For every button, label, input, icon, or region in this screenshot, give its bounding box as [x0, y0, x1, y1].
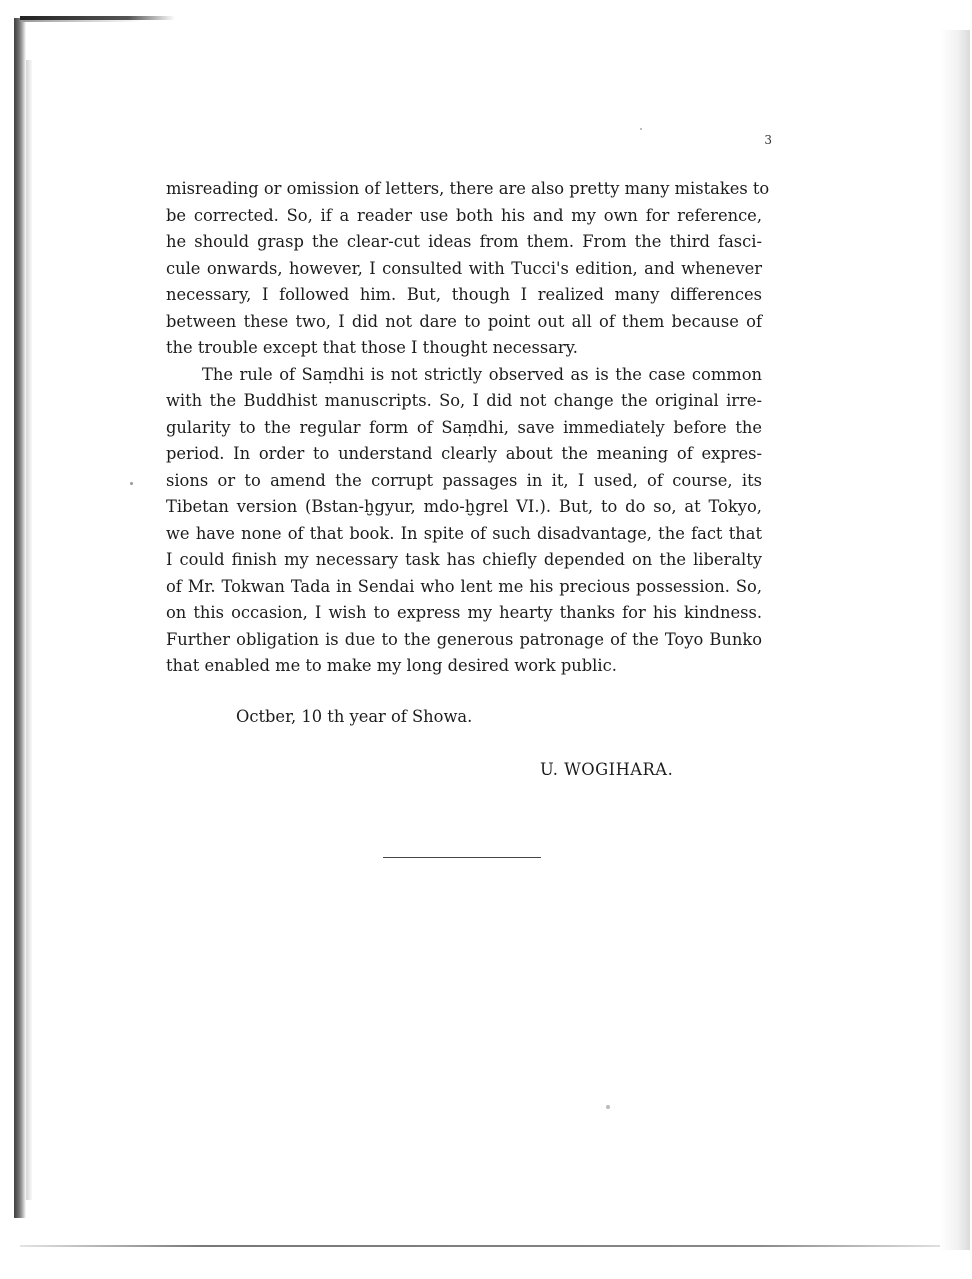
text-line: Tibetan version (Bstan-ḫgyur, mdo-ḫgrel VI.). But, to do so, at Tokyo,	[166, 497, 762, 516]
text-line: I could finish my necessary task has chiefly depended on the liberalty	[166, 550, 762, 569]
page-edge-right	[940, 30, 970, 1250]
text-line: between these two, I did not dare to point out all of them because of	[166, 311, 762, 331]
page-number: 3	[764, 133, 772, 147]
text-line: be corrected. So, if a reader use both his and my own for reference,	[166, 205, 762, 225]
text-line: he should grasp the clear-cut ideas from them. From the third fasci-	[166, 232, 762, 251]
text-line: misreading or omission of letters, there are also pretty many mistakes to	[166, 179, 770, 198]
paragraph-1	[166, 176, 770, 362]
date-line: Octber, 10 th year of Showa.	[236, 707, 473, 726]
body-text	[166, 176, 770, 680]
text-line: The rule of Saṃdhi is not strictly observed as is the case common	[202, 364, 762, 384]
author-signature: U. WOGIHARA.	[540, 760, 674, 779]
section-divider	[383, 857, 541, 858]
text-line: that enabled me to make my long desired work public.	[166, 656, 617, 675]
scan-speck	[640, 128, 642, 130]
text-line: the trouble except that those I thought necessary.	[166, 338, 578, 357]
text-line: with the Buddhist manuscripts. So, I did not change the original irre-	[166, 391, 762, 410]
page-edge-bottom	[20, 1245, 940, 1247]
scan-speck	[606, 1105, 610, 1109]
text-line: gularity to the regular form of Saṃdhi, save immediately before the	[166, 417, 762, 437]
scan-speck	[130, 482, 133, 485]
text-line: cule onwards, however, I consulted with Tucci's edition, and whenever	[166, 258, 762, 278]
text-line: Further obligation is due to the generous patronage of the Toyo Bunko	[166, 629, 762, 649]
text-line: period. In order to understand clearly about the meaning of expres-	[166, 444, 762, 463]
page-corner-top-shadow	[22, 20, 142, 22]
binding-shadow-inner	[26, 60, 32, 1200]
binding-shadow-left	[14, 18, 26, 1218]
text-line: of Mr. Tokwan Tada in Sendai who lent me his precious possession. So,	[166, 576, 762, 596]
text-line: necessary, I followed him. But, though I realized many differences	[166, 285, 762, 304]
text-line: we have none of that book. In spite of such disadvantage, the fact that	[166, 523, 762, 543]
text-line: sions or to amend the corrupt passages in it, I used, of course, its	[166, 470, 762, 490]
text-line: on this occasion, I wish to express my hearty thanks for his kindness.	[166, 603, 762, 622]
paragraph-2	[166, 362, 762, 680]
